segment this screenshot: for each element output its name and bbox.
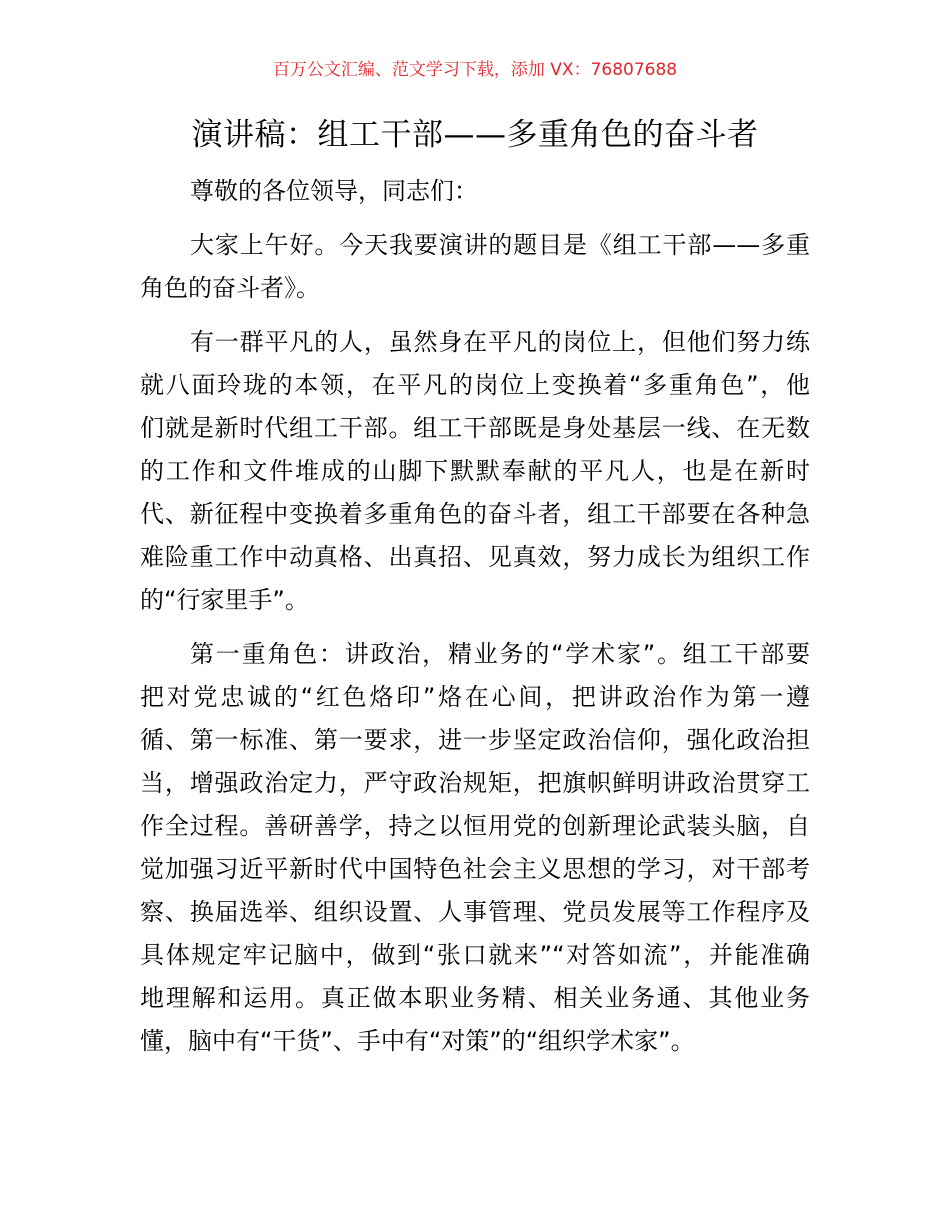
paragraph-line: 懂，脑中有“干货”、手中有“对策”的“组织学术家”。 <box>140 1027 695 1055</box>
watermark-banner: 百万公文汇编、范文学习下载，添加 VX：76807688 <box>272 60 678 80</box>
paragraph-line: 当，增强政治定力，严守政治规矩，把旗帜鲜明讲政治贯穿工 <box>140 769 810 797</box>
paragraph-line: 角色的奋斗者》。 <box>140 274 320 302</box>
paragraph-line: 作全过程。善研善学，持之以恒用党的创新理论武装头脑，自 <box>140 812 810 840</box>
paragraph-line: 把对党忠诚的“红色烙印”烙在心间，把讲政治作为第一遵 <box>140 683 810 711</box>
paragraph-line: 难险重工作中动真格、出真招、见真效，努力成长为组织工作 <box>140 543 810 571</box>
paragraph <box>140 633 810 1063</box>
paragraph-line: 大家上午好。今天我要演讲的题目是《组工干部——多重 <box>190 231 810 259</box>
paragraph-line: 们就是新时代组工干部。组工干部既是身处基层一线、在无数 <box>140 414 810 442</box>
paragraph-line: 具体规定牢记脑中，做到“张口就来”“对答如流”，并能准确 <box>140 941 810 969</box>
document-title: 演讲稿：组工干部——多重角色的奋斗者 <box>191 117 759 153</box>
paragraph-line: 循、第一标准、第一要求，进一步坚定政治信仰，强化政治担 <box>140 726 810 754</box>
paragraph-line: 觉加强习近平新时代中国特色社会主义思想的学习，对干部考 <box>140 855 810 883</box>
paragraph <box>140 170 810 213</box>
paragraph-line: 的“行家里手”。 <box>140 586 309 614</box>
paragraph-line: 察、换届选举、组织设置、人事管理、党员发展等工作程序及 <box>140 898 810 926</box>
paragraph-line: 就八面玲珑的本领，在平凡的岗位上变换着“多重角色”，他 <box>140 371 810 399</box>
paragraph-line: 有一群平凡的人，虽然身在平凡的岗位上，但他们努力练 <box>190 328 810 356</box>
document-body <box>140 170 810 1074</box>
paragraph-line: 地理解和运用。真正做本职业务精、相关业务通、其他业务 <box>140 984 810 1012</box>
paragraph-line: 代、新征程中变换着多重角色的奋斗者，组工干部要在各种急 <box>140 500 810 528</box>
paragraph-line: 尊敬的各位领导，同志们： <box>190 177 478 205</box>
paragraph <box>140 224 810 310</box>
paragraph-line: 的工作和文件堆成的山脚下默默奉献的平凡人，也是在新时 <box>140 457 810 485</box>
paragraph-line: 第一重角色：讲政治，精业务的“学术家”。组工干部要 <box>190 640 810 668</box>
paragraph <box>140 321 810 622</box>
